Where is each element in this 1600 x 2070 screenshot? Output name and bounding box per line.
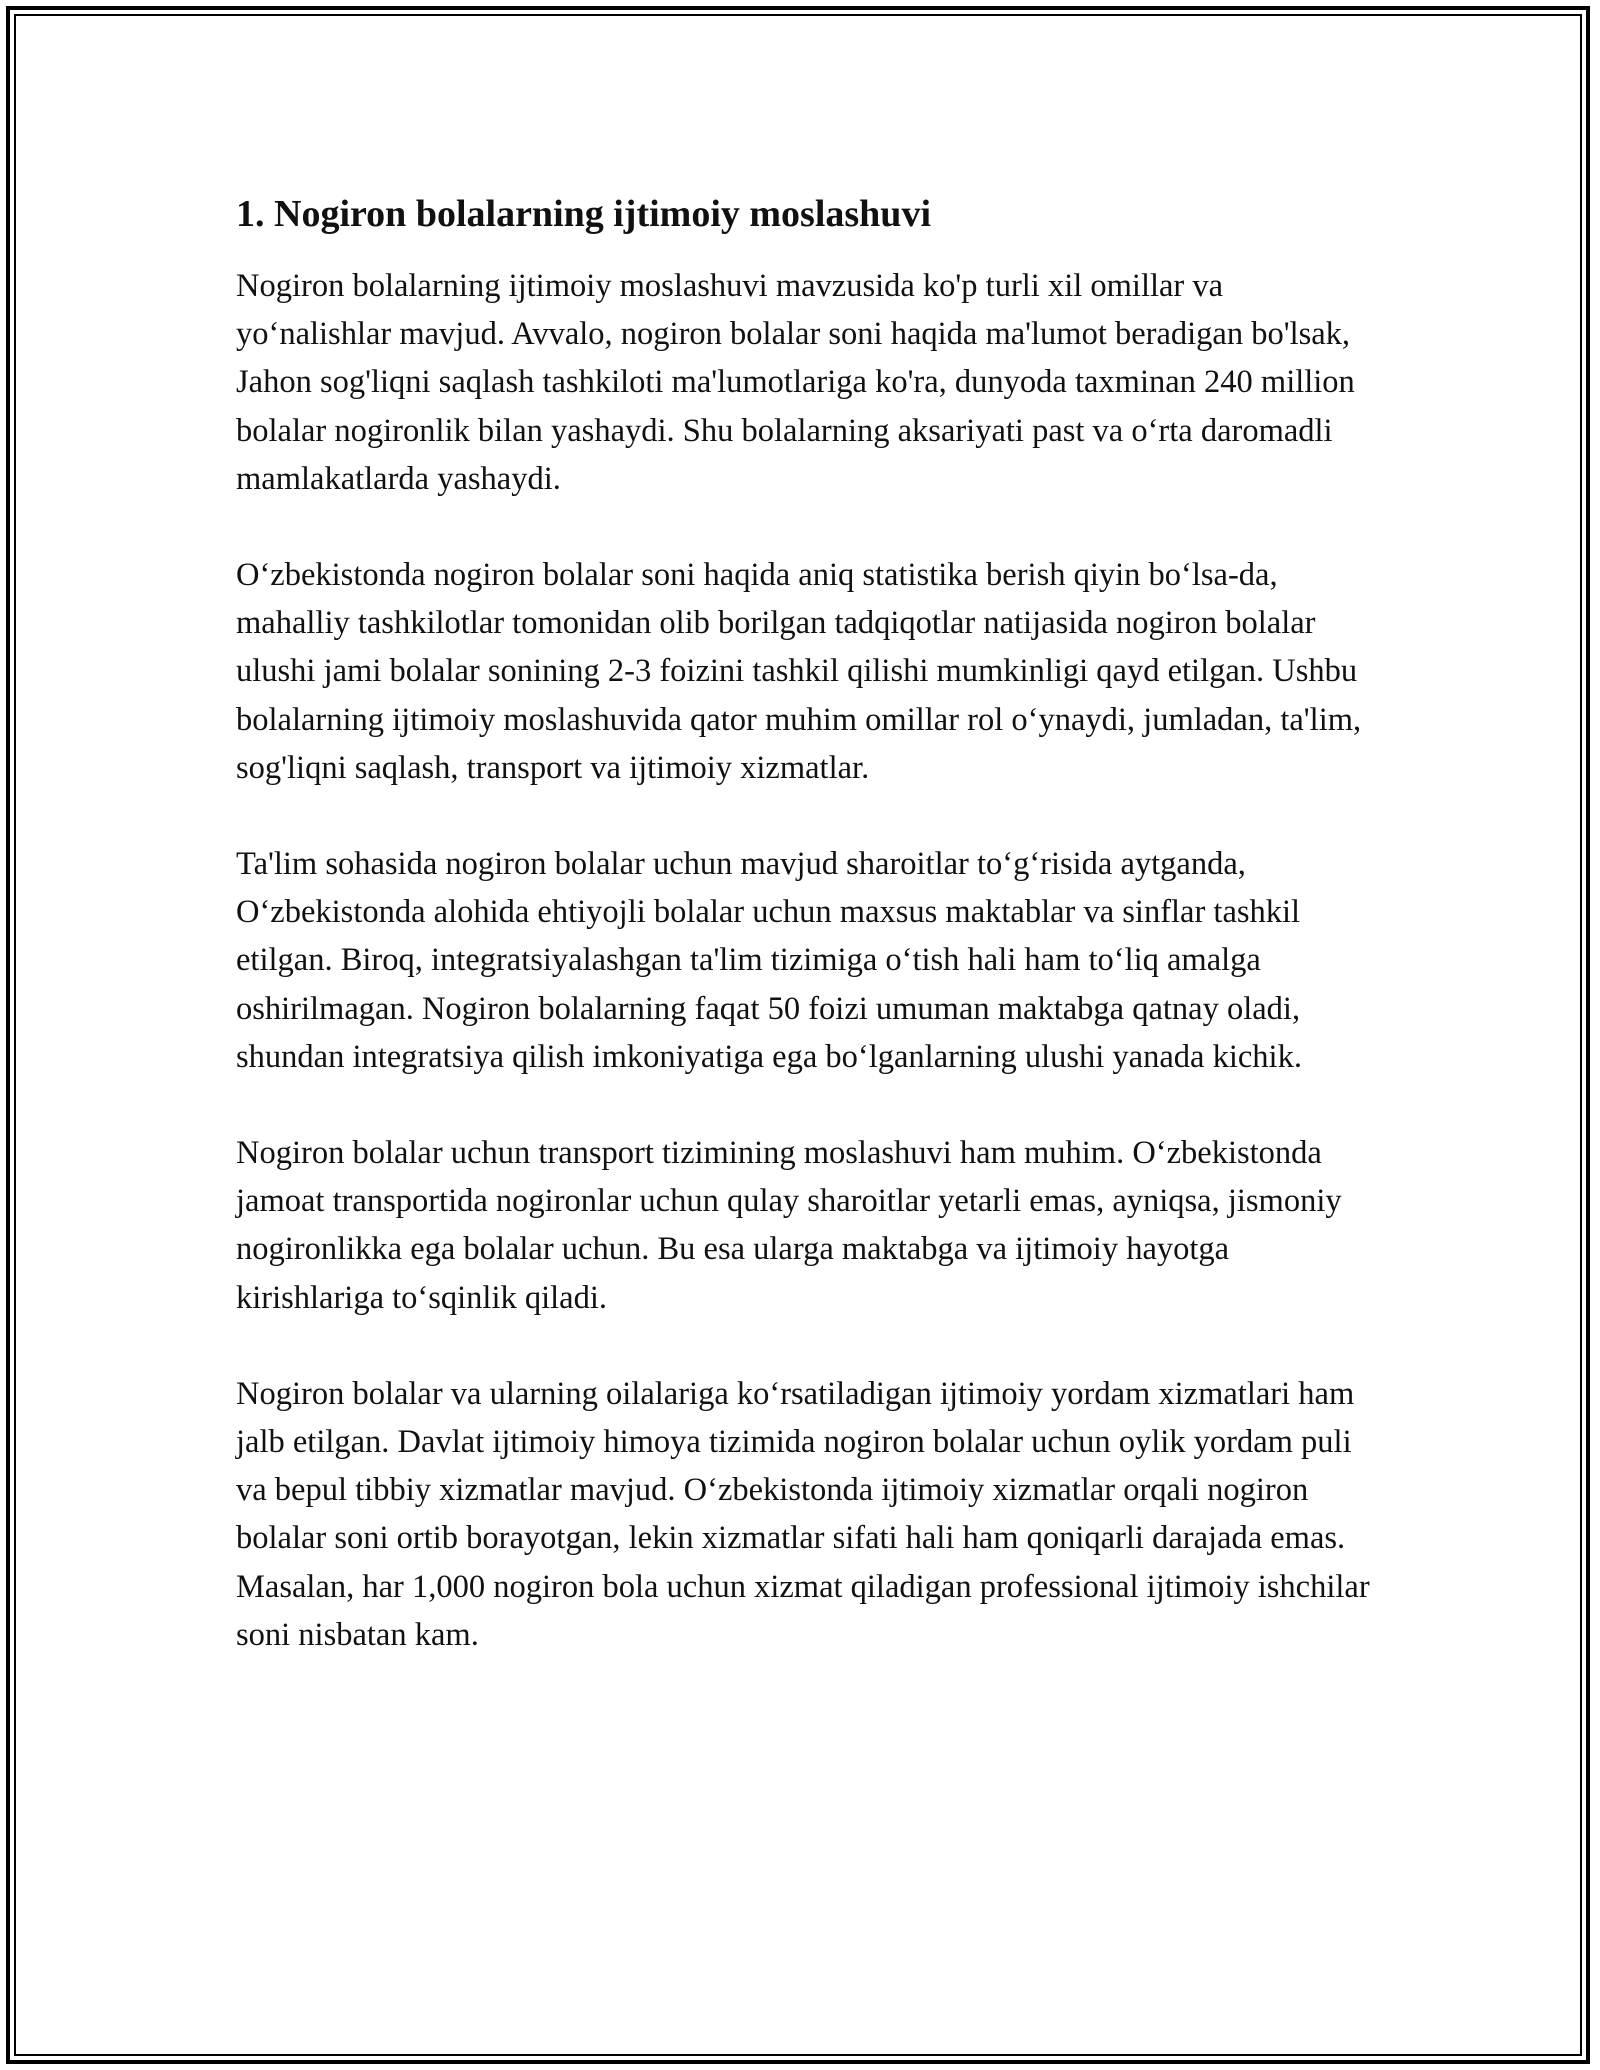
- document-body: [236, 188, 1376, 1707]
- paragraph-4: Nogiron bolalar uchun transport tizimining moslashuvi ham muhim. O‘zbekistonda jamoat transportida nogironlar uchun qulay sharoitlar yetarli emas, ayniqsa, jismoniy nogironlikka ega bolalar uchun. Bu esa ularga maktabga va ijtimoiy hayotga kirishlariga to‘sqinlik qiladi.: [236, 1135, 1342, 1316]
- paragraph-1: Nogiron bolalarning ijtimoiy moslashuvi mavzusida ko'p turli xil omillar va yo‘nalishlar mavjud. Avvalo, nogiron bolalar soni haqida ma'lumot beradigan bo'lsak, Jahon sog'liqni saqlash tashkiloti ma'lumotlariga ko'ra, dunyoda taxminan 240 million bolalar nogironlik bilan yashaydi. Shu bolalarning aksariyati past va o‘rta daromadli mamlakatlarda yashaydi.: [236, 268, 1355, 497]
- section-heading: 1. Nogiron bolalarning ijtimoiy moslashuvi: [236, 193, 932, 235]
- paragraph-2: O‘zbekistonda nogiron bolalar soni haqida aniq statistika berish qiyin bo‘lsa-da, mahalliy tashkilotlar tomonidan olib borilgan tadqiqotlar natijasida nogiron bolalar ulushi jami bolalar sonining 2-3 foizini tashkil qilishi mumkinligi qayd etilgan. Ushbu bolalarning ijtimoiy moslashuvida qator muhim omillar rol o‘ynaydi, jumladan, ta'lim, sog'liqni saqlash, transport va ijtimoiy xizmatlar.: [236, 557, 1362, 786]
- paragraph-5: Nogiron bolalar va ularning oilalariga ko‘rsatiladigan ijtimoiy yordam xizmatlari ham jalb etilgan. Davlat ijtimoiy himoya tizimida nogiron bolalar uchun oylik yordam puli va bepul tibbiy xizmatlar mavjud. O‘zbekistonda ijtimoiy xizmatlar orqali nogiron bolalar soni ortib borayotgan, lekin xizmatlar sifati hali ham qoniqarli darajada emas. Masalan, har 1,000 nogiron bola uchun xizmat qiladigan professional ijtimoiy ishchilar soni nisbatan kam.: [236, 1375, 1370, 1653]
- paragraph-3: Ta'lim sohasida nogiron bolalar uchun mavjud sharoitlar to‘g‘risida aytganda, O‘zbekistonda alohida ehtiyojli bolalar uchun maxsus maktablar va sinflar tashkil etilgan. Biroq, integratsiyalashgan ta'lim tizimiga o‘tish hali ham to‘liq amalga oshirilmagan. Nogiron bolalarning faqat 50 foizi umuman maktabga qatnay oladi, shundan integratsiya qilish imkoniyatiga ega bo‘lganlarning ulushi yanada kichik.: [236, 846, 1302, 1075]
